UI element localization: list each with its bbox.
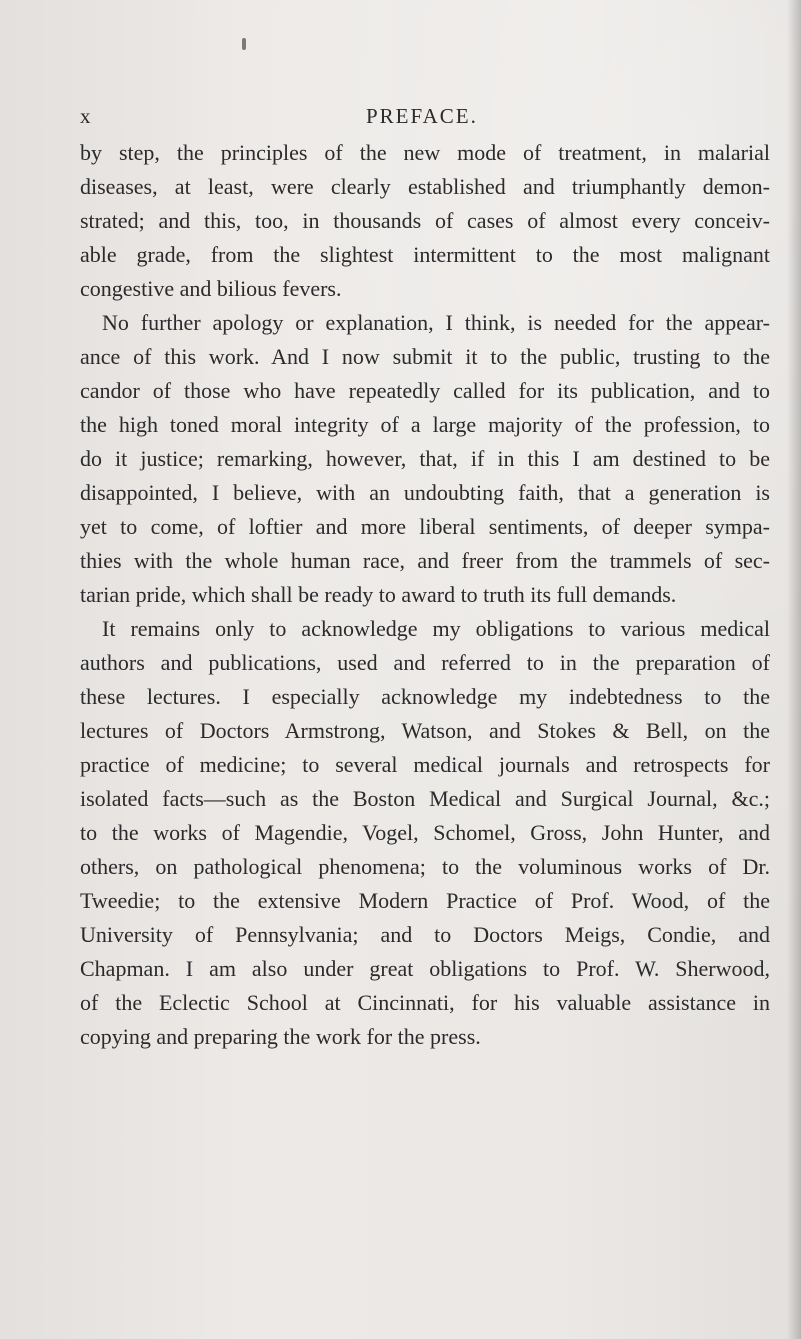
text-line: Tweedie; to the extensive Modern Practice of Prof. Wood, of the [80, 888, 770, 913]
text-line: yet to come, of loftier and more liberal sentiments, of deeper sympa- [80, 514, 770, 539]
text-line: to the works of Magendie, Vogel, Schomel, Gross, John Hunter, and [80, 820, 770, 845]
text-line: isolated facts—such as the Boston Medical and Surgical Journal, &c.; [80, 786, 770, 811]
text-line: congestive and bilious fevers. [80, 276, 342, 301]
text-line: It remains only to acknowledge my obligations to various medical [102, 616, 770, 641]
text-line: candor of those who have repeatedly called for its publication, and to [80, 378, 770, 403]
page-number: x [80, 104, 92, 128]
text-line: thies with the whole human race, and freer from the trammels of sec- [80, 548, 770, 573]
text-line: University of Pennsylvania; and to Doctors Meigs, Condie, and [80, 922, 770, 947]
text-line: by step, the principles of the new mode of treatment, in malarial [80, 140, 770, 165]
text-line: Chapman. I am also under great obligations to Prof. W. Sherwood, [80, 956, 770, 981]
preface-body [80, 136, 770, 1054]
paragraph-3 [80, 612, 770, 1054]
page-header [80, 104, 760, 134]
text-line: disappointed, I believe, with an undoubting faith, that a generation is [80, 480, 770, 505]
text-line: of the Eclectic School at Cincinnati, for his valuable assistance in [80, 990, 770, 1015]
page-edge-shadow [787, 0, 801, 1339]
text-line: practice of medicine; to several medical journals and retrospects for [80, 752, 770, 777]
paragraph-1 [80, 136, 770, 306]
text-line: do it justice; remarking, however, that, if in this I am destined to be [80, 446, 770, 471]
text-line: tarian pride, which shall be ready to award to truth its full demands. [80, 582, 677, 607]
text-line: No further apology or explanation, I think, is needed for the appear- [102, 310, 770, 335]
text-line: others, on pathological phenomena; to the voluminous works of Dr. [80, 854, 770, 879]
text-line: strated; and this, too, in thousands of cases of almost every conceiv- [80, 208, 770, 233]
running-head: PREFACE. [366, 104, 478, 128]
text-line: the high toned moral integrity of a large majority of the profession, to [80, 412, 770, 437]
text-line: these lectures. I especially acknowledge my indebtedness to the [80, 684, 770, 709]
text-line: authors and publications, used and referred to in the preparation of [80, 650, 770, 675]
ink-speck [242, 38, 246, 50]
text-line: diseases, at least, were clearly established and triumphantly demon- [80, 174, 770, 199]
text-line: copying and preparing the work for the press. [80, 1024, 481, 1049]
paragraph-2 [80, 306, 770, 612]
text-line: able grade, from the slightest intermittent to the most malignant [80, 242, 770, 267]
text-line: ance of this work. And I now submit it to the public, trusting to the [80, 344, 770, 369]
text-line: lectures of Doctors Armstrong, Watson, and Stokes & Bell, on the [80, 718, 770, 743]
